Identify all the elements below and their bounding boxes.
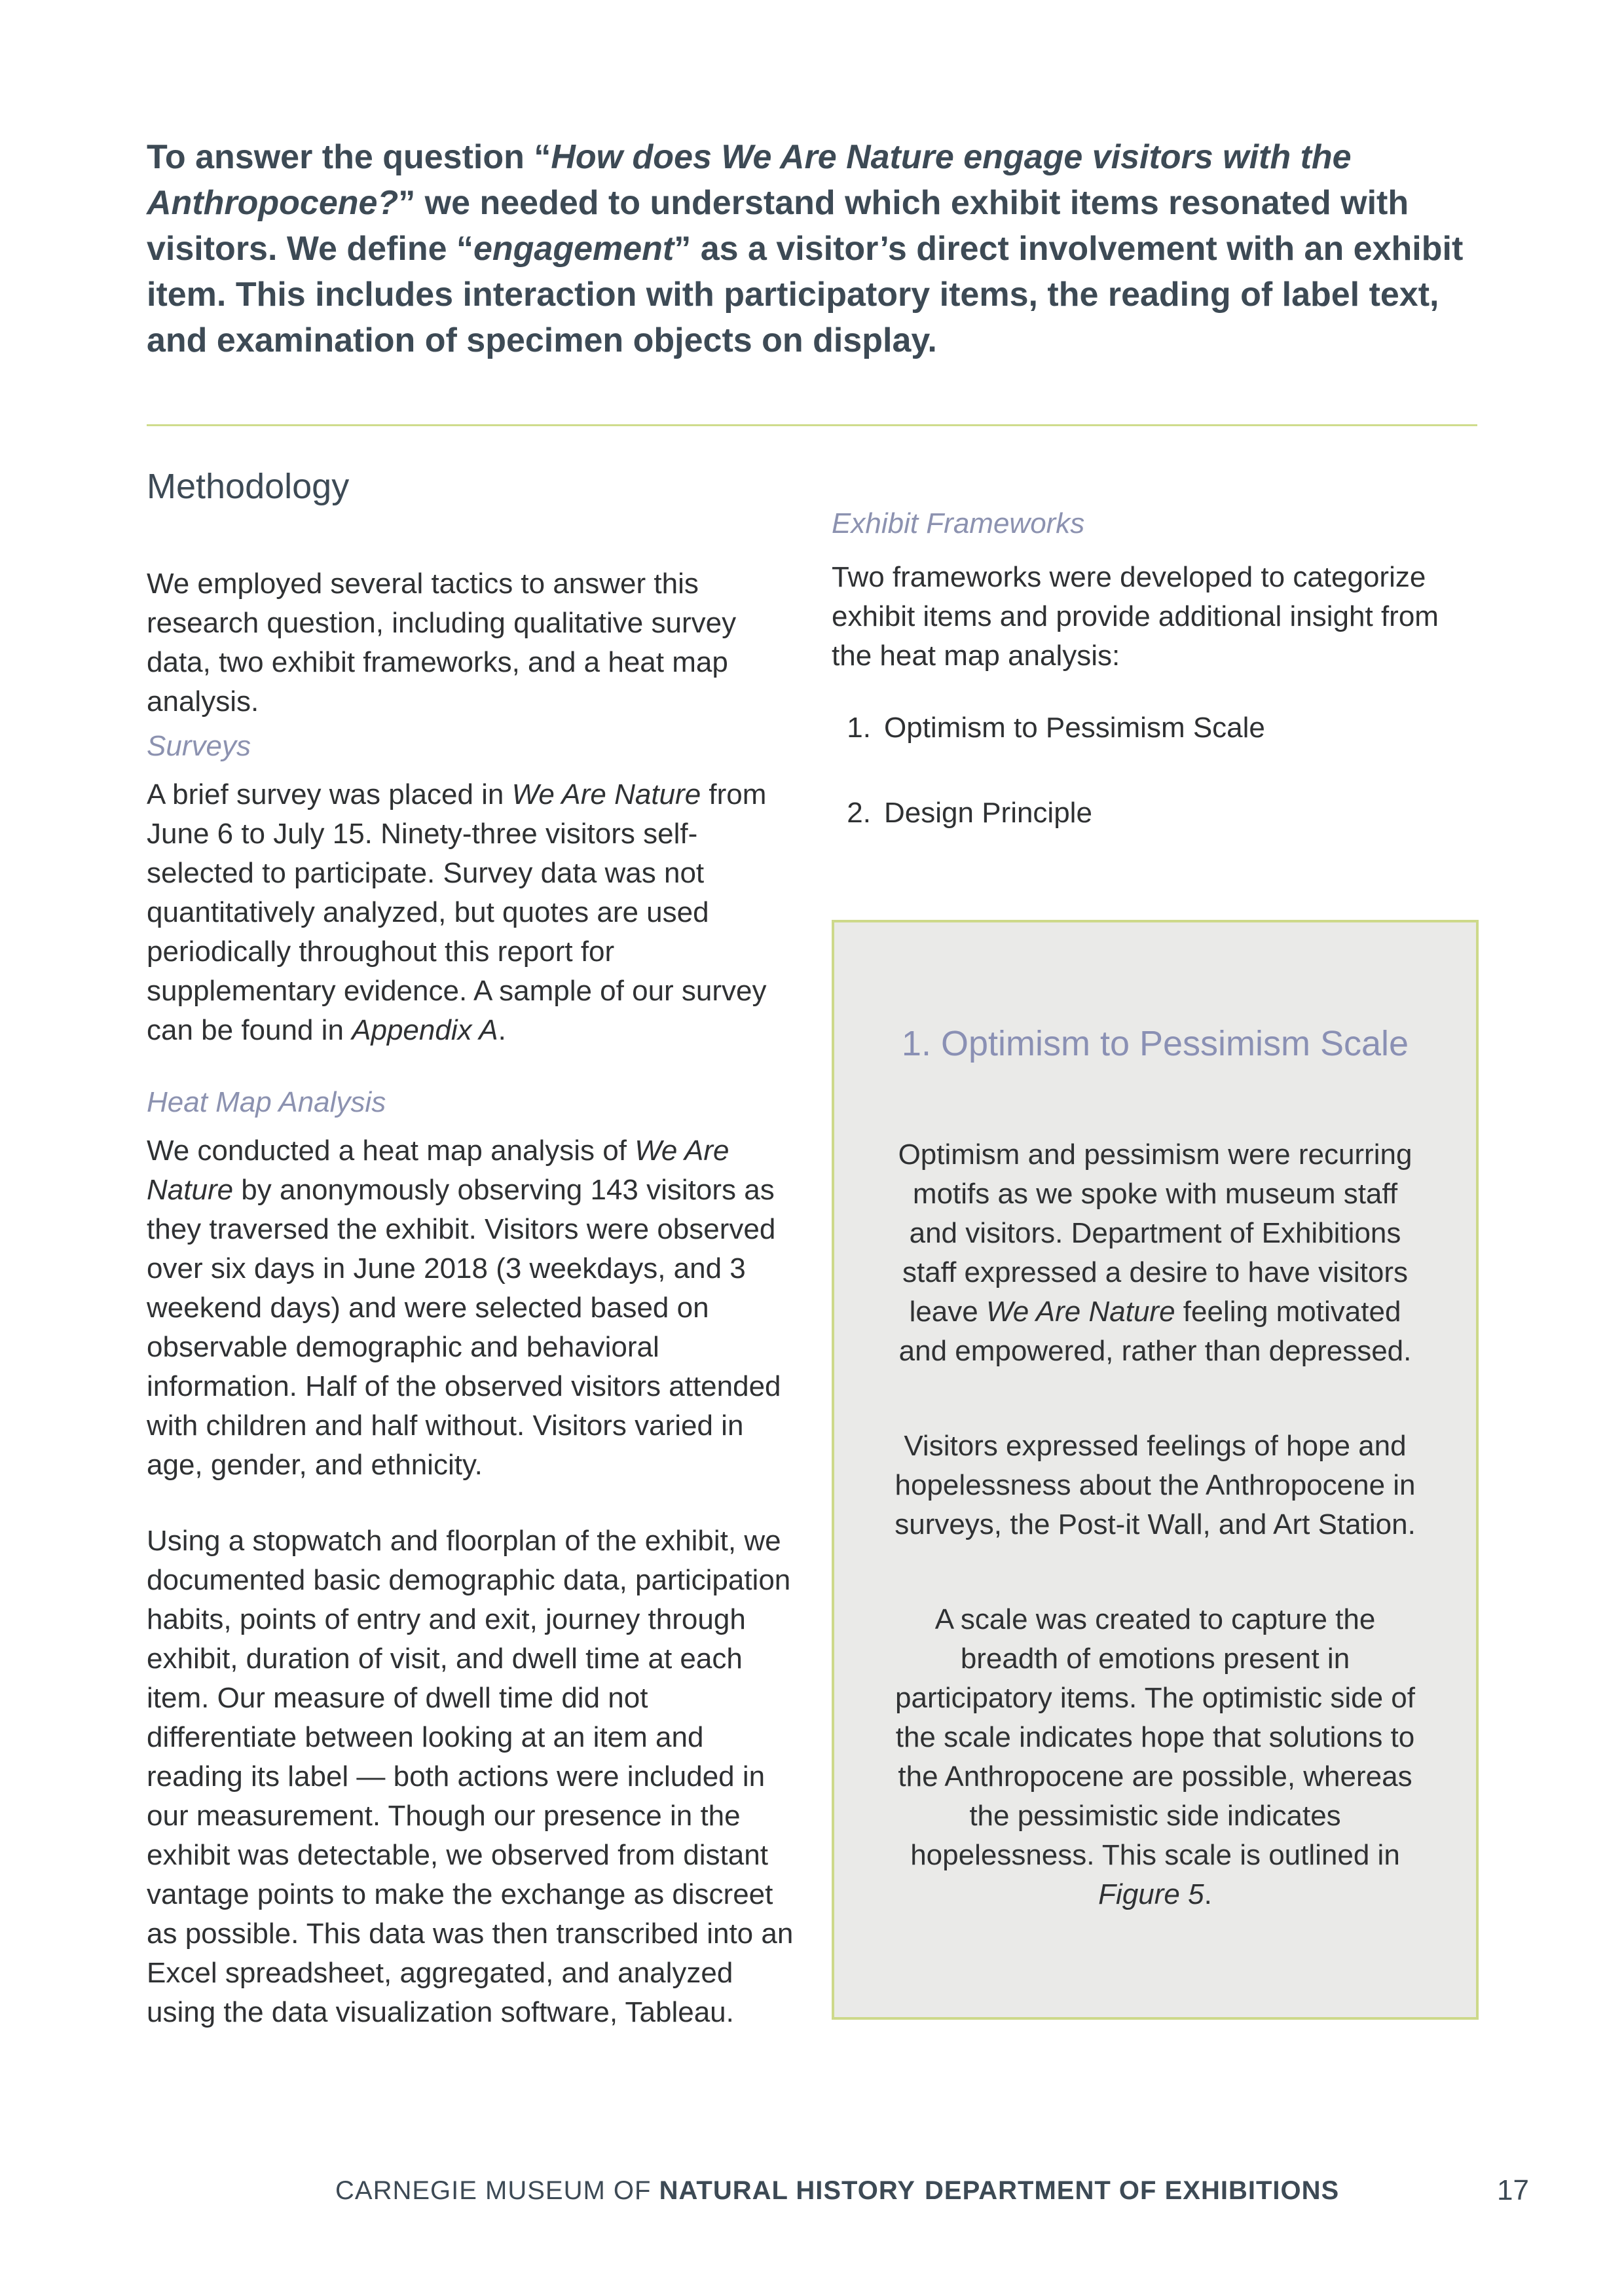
heatmap-paragraph-2: Using a stopwatch and floorplan of the exhibit, we documented basic demographic data, participation habits, points of entry and exit, journey through exhibit, duration of visit, and dwell time at each item. Our measure of dwell time did not differentiate between looking at an item and reading its label — both actions were included in our measurement. Though our presence in the exhibit was detectable, we observed from distant vantage points to make the exchange as discreet as possible. This data was then transcribed into an Excel spreadsheet, aggregated, and analyzed using the data visualization software, Tableau.	[147, 1525, 794, 2028]
intro-text: ” we needed to understand which exhibit items resonated with visitors. We define “	[147, 184, 1409, 268]
methodology-paragraph: We employed several tactics to answer this research question, including qualitative survey data, two exhibit frameworks, and a heat map analysis.	[147, 568, 737, 718]
intro-text: To answer the question “	[147, 138, 551, 176]
intro-engagement-term: engagement	[473, 230, 674, 268]
intro-paragraph	[147, 134, 1489, 363]
surveys-paragraph: A brief survey was placed in We Are Nature from June 6 to July 15. Ninety-three visitors self-selected to participate. Survey data was not quantitatively analyzed, but quotes are used periodically throughout this report for supplementary evidence. A sample of our survey can be found in Appendix A.	[147, 778, 767, 1046]
optimism-scale-callout	[832, 920, 1479, 2020]
callout-paragraph-3: A scale was created to capture the breadth of emotions present in participatory items. The optimistic side of the scale indicates hope that solutions to the Anthropocene are possible, whereas the pessimistic side indicates hopelessness. This scale is outlined in Figure 5.	[895, 1603, 1415, 1910]
surveys-heading: Surveys	[147, 730, 251, 762]
callout-title: 1. Optimism to Pessimism Scale	[901, 1024, 1409, 1063]
intro-question: How does We Are Nature engage visitors with the Anthropocene?	[147, 138, 1352, 222]
left-column	[147, 464, 802, 2032]
footer-department: DEPARTMENT OF EXHIBITIONS	[925, 2176, 1340, 2205]
right-column	[832, 504, 1486, 833]
footer-museum: CARNEGIE MUSEUM OF NATURAL HISTORY	[335, 2176, 915, 2205]
intro-text: ” as a visitor’s direct involvement with an exhibit item. This includes interaction with participatory items, the reading of label text, and examination of specimen objects on display.	[147, 230, 1464, 359]
section-divider	[147, 424, 1477, 426]
frameworks-heading: Exhibit Frameworks	[832, 507, 1085, 539]
heatmap-heading: Heat Map Analysis	[147, 1086, 386, 1118]
callout-paragraph-1: Optimism and pessimism were recurring motifs as we spoke with museum staff and visitors. Department of Exhibitions staff expressed a desire to have visitors leave We Are Nature feeling motivated and empowered, rather than depressed.	[898, 1139, 1412, 1367]
heatmap-paragraph-1: We conducted a heat map analysis of We Are Nature by anonymously observing 143 visitors as they traversed the exhibit. Visitors were observed over six days in June 2018 (3 weekdays, and 3 weekend days) and were selected based on observable demographic and behavioral information. Half of the observed visitors attended with children and half without. Visitors varied in age, gender, and ethnicity.	[147, 1135, 781, 1481]
page-number: 17	[1497, 2174, 1529, 2206]
methodology-heading: Methodology	[147, 467, 350, 506]
frameworks-list	[832, 708, 1486, 833]
list-item: 1. Optimism to Pessimism Scale	[847, 712, 1265, 744]
list-item: 2. Design Principle	[847, 797, 1092, 829]
callout-paragraph-2: Visitors expressed feelings of hope and hopelessness about the Anthropocene in surveys, the Post-it Wall, and Art Station.	[895, 1430, 1416, 1540]
frameworks-paragraph: Two frameworks were developed to categorize exhibit items and provide additional insight from the heat map analysis:	[832, 561, 1439, 672]
